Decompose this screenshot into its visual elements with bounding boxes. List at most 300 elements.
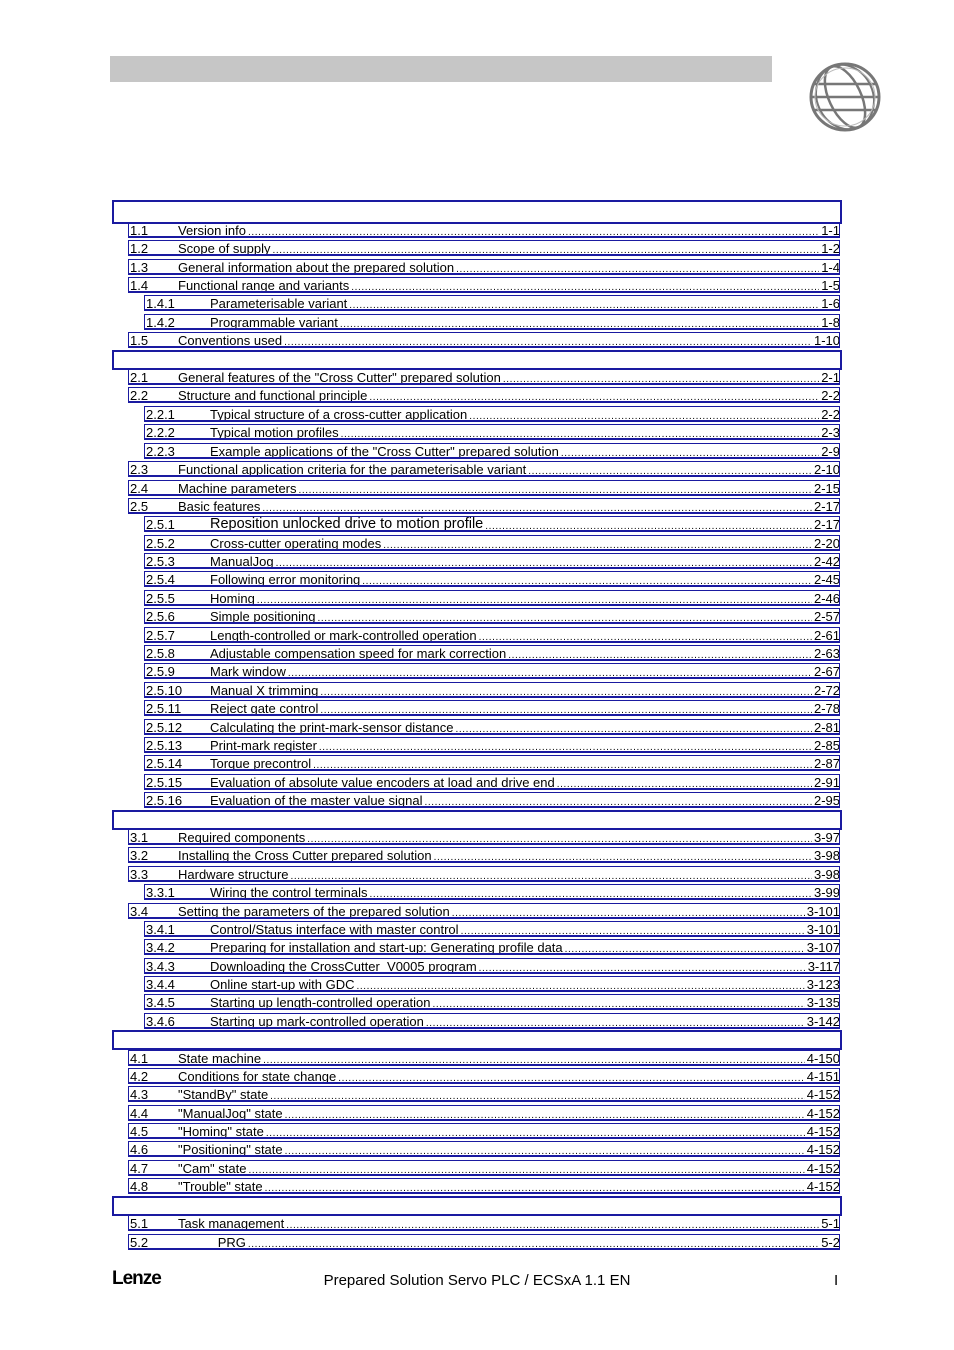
- toc-entry-page: 5-1: [821, 1216, 840, 1231]
- toc-entry-line: [210, 959, 840, 974]
- toc-entry-title: "Cam" state: [178, 1161, 247, 1176]
- chapter-frame: [112, 810, 842, 830]
- toc-entry-page: 2-46: [813, 591, 840, 606]
- toc-leader-dots: [276, 554, 812, 569]
- toc-entry-number: 3.4.2: [146, 940, 175, 955]
- toc-entry-title: Length-controlled or mark-controlled operation: [210, 628, 477, 643]
- toc-entry-line: [178, 867, 840, 882]
- toc-entry-number: 2.5: [130, 499, 149, 514]
- chapter-frame: [112, 200, 842, 224]
- toc-entry-page: 4-152: [806, 1087, 840, 1102]
- toc-entry[interactable]: [128, 1141, 840, 1157]
- toc-leader-dots: [338, 1069, 804, 1084]
- toc-entry-page: 2-2: [821, 407, 840, 422]
- toc-entry-line: [210, 885, 840, 900]
- toc-entry-page: 5-2: [821, 1235, 840, 1250]
- toc-entry-number: 3.3.1: [146, 885, 175, 900]
- toc-entry-page: 4-152: [806, 1106, 840, 1121]
- toc-entry-page: 2-1: [821, 370, 840, 385]
- toc-entry-page: 2-85: [813, 738, 840, 753]
- toc-entry-page: 1-6: [821, 296, 840, 311]
- toc-entry-page: 2-9: [821, 444, 840, 459]
- toc-entry-page: 2-10: [813, 462, 840, 477]
- toc-entry-line: [178, 904, 840, 919]
- toc-entry-line: [178, 1161, 840, 1176]
- toc-entry-title: ManualJog: [210, 554, 274, 569]
- toc-entry-title: Downloading the CrossCutter_V0005 program: [210, 959, 477, 974]
- toc-entry[interactable]: [128, 847, 840, 863]
- toc-entry-number: 4.8: [130, 1179, 149, 1194]
- toc-entry-line: [178, 1124, 840, 1139]
- toc-entry-page: 4-151: [806, 1069, 840, 1084]
- toc-entry-page: 2-67: [813, 664, 840, 679]
- toc-entry-number: 3.4.6: [146, 1014, 175, 1029]
- toc-entry-number: 2.2.1: [146, 407, 175, 422]
- toc-entry-line: [178, 1069, 840, 1084]
- toc-entry-line: [210, 701, 840, 716]
- toc-entry[interactable]: [128, 700, 840, 716]
- toc-entry-page: 2-42: [813, 554, 840, 569]
- toc-leader-dots: [362, 572, 812, 587]
- toc-entry-number: 2.5.8: [146, 646, 175, 661]
- toc-entry[interactable]: [128, 994, 840, 1010]
- toc-entry[interactable]: [128, 259, 840, 275]
- toc-entry-number: 4.5: [130, 1124, 149, 1139]
- toc-entry-page: 1-2: [821, 241, 840, 256]
- toc-entry-number: 3.4.5: [146, 995, 175, 1010]
- toc-entry-line: [210, 554, 840, 569]
- toc-leader-dots: [248, 1161, 804, 1176]
- toc-entry-number: 2.5.15: [146, 775, 183, 790]
- toc-entry-title: Mark window: [210, 664, 286, 679]
- toc-entry-line: [210, 572, 840, 587]
- toc-leader-dots: [424, 793, 812, 808]
- toc-entry-line: [178, 1087, 840, 1102]
- toc-entry[interactable]: [128, 1234, 840, 1250]
- toc-entry-number: 2.5.7: [146, 628, 175, 643]
- toc-leader-dots: [320, 701, 812, 716]
- toc-entry[interactable]: [128, 1160, 840, 1176]
- toc-entry-line: [210, 738, 840, 753]
- toc-leader-dots: [369, 388, 819, 403]
- chapter-frame: [112, 1030, 842, 1050]
- toc-entry-line: [178, 1142, 840, 1157]
- toc-entry-number: 1.5: [130, 333, 149, 348]
- toc-entry-number: 2.5.5: [146, 591, 175, 606]
- toc-entry-line: [178, 1216, 840, 1231]
- toc-entry-line: [210, 407, 840, 422]
- toc-entry[interactable]: [128, 1068, 840, 1084]
- toc-entry[interactable]: [128, 1013, 840, 1029]
- toc-entry[interactable]: [128, 958, 840, 974]
- toc-entry[interactable]: [128, 461, 840, 477]
- toc-entry[interactable]: [128, 682, 840, 698]
- toc-entry-title: Homing: [210, 591, 255, 606]
- toc-leader-dots: [456, 260, 819, 275]
- toc-entry-page: 4-150: [806, 1051, 840, 1066]
- toc-entry-number: 4.7: [130, 1161, 149, 1176]
- toc-entry-title: Simple positioning: [210, 609, 316, 624]
- toc-entry-title: Preparing for installation and start-up: Generating profile data: [210, 940, 563, 955]
- toc-entry-title: Torque precontrol: [210, 756, 312, 771]
- toc-entry-number: 2.5.13: [146, 738, 183, 753]
- chapter-frame: [112, 350, 842, 370]
- toc-entry-title: Typical structure of a cross-cutter application: [210, 407, 468, 422]
- toc-entry-number: 4.6: [130, 1142, 149, 1157]
- toc-entry-line: [210, 720, 840, 735]
- toc-entry-number: 2.2.3: [146, 444, 175, 459]
- toc-leader-dots: [351, 278, 819, 293]
- toc-entry-line: [178, 830, 840, 845]
- toc-leader-dots: [469, 407, 819, 422]
- toc-entry-title: Conditions for state change: [178, 1069, 337, 1084]
- toc-entry-page: 3-98: [813, 867, 840, 882]
- toc-entry-page: 2-87: [813, 756, 840, 771]
- toc-leader-dots: [319, 738, 812, 753]
- toc-entry-page: 3-99: [813, 885, 840, 900]
- toc-leader-dots: [285, 1106, 805, 1121]
- toc-entry-title: Typical motion profiles: [210, 425, 339, 440]
- toc-leader-dots: [479, 628, 812, 643]
- toc-entry[interactable]: [128, 1178, 840, 1194]
- toc-entry-number: 2.3: [130, 462, 149, 477]
- toc-entry-number: 1.4.2: [146, 315, 175, 330]
- toc-entry-line: [210, 646, 840, 661]
- toc-entry-page: 1-1: [821, 223, 840, 238]
- toc-entry-page: 4-152: [806, 1179, 840, 1194]
- toc-entry-number: 3.4.1: [146, 922, 175, 937]
- toc-entry-title: Control/Status interface with master control: [210, 922, 459, 937]
- toc-entry[interactable]: [128, 719, 840, 735]
- toc-leader-dots: [426, 1014, 805, 1029]
- toc-entry-line: [178, 223, 840, 238]
- toc-leader-dots: [313, 756, 812, 771]
- toc-leader-dots: [434, 848, 812, 863]
- toc-entry-page: 2-57: [813, 609, 840, 624]
- toc-entry[interactable]: [128, 627, 840, 643]
- toc-entry-line: [210, 425, 840, 440]
- toc-entry-number: 3.1: [130, 830, 149, 845]
- toc-entry-title: Version info: [178, 223, 246, 238]
- toc-entry-number: 4.4: [130, 1106, 149, 1121]
- toc-entry-number: 2.5.11: [146, 701, 182, 716]
- toc-entry-page: 2-2: [821, 388, 840, 403]
- toc-entry-line: [178, 1051, 840, 1066]
- toc-entry-number: 3.2: [130, 848, 149, 863]
- toc-leader-dots: [341, 425, 820, 440]
- footer-title: Prepared Solution Servo PLC / ECSxA 1.1 EN: [323, 1272, 631, 1289]
- toc-entry-line: [210, 683, 840, 698]
- toc-entry-line: [178, 333, 840, 348]
- toc-entry-line: [210, 609, 840, 624]
- toc-entry-line: [210, 756, 840, 771]
- toc-leader-dots: [265, 1179, 805, 1194]
- toc-entry-title: Parameterisable variant: [210, 296, 348, 311]
- toc-entry-number: 3.3: [130, 867, 149, 882]
- toc-entry-line: [178, 481, 840, 496]
- toc-entry[interactable]: [128, 976, 840, 992]
- toc-leader-dots: [262, 499, 812, 514]
- toc-leader-dots: [248, 223, 819, 238]
- toc-entry[interactable]: [128, 277, 840, 293]
- toc-leader-dots: [349, 296, 819, 311]
- toc-entry-line: [210, 922, 840, 937]
- toc-entry-page: 2-81: [813, 720, 840, 735]
- toc-entry-page: 3-101: [806, 922, 840, 937]
- toc-entry-line: [210, 940, 840, 955]
- toc-leader-dots: [485, 517, 812, 532]
- toc-entry-number: 2.5.10: [146, 683, 183, 698]
- toc-entry-page: 2-63: [813, 646, 840, 661]
- toc-leader-dots: [248, 1235, 819, 1250]
- toc-entry-title: Adjustable compensation speed for mark correction: [210, 646, 507, 661]
- toc-entry-page: 1-5: [821, 278, 840, 293]
- toc-entry[interactable]: [128, 369, 840, 385]
- toc-entry[interactable]: [128, 516, 840, 532]
- toc-entry-title: Online start-up with GDC: [210, 977, 355, 992]
- toc-leader-dots: [561, 444, 819, 459]
- toc-leader-dots: [291, 867, 812, 882]
- lenze-logo: Lenze: [112, 1268, 161, 1289]
- toc-leader-dots: [340, 315, 819, 330]
- globe-icon: [806, 60, 884, 134]
- toc-entry-page: 2-72: [813, 683, 840, 698]
- toc-entry-number: 2.5.9: [146, 664, 175, 679]
- toc-entry-page: 2-20: [813, 536, 840, 551]
- toc-entry-line: [210, 995, 840, 1010]
- toc-entry-title: Print-mark register: [210, 738, 317, 753]
- toc-entry-title: Calculating the print-mark-sensor distance: [210, 720, 454, 735]
- toc-entry-number: 3.4.4: [146, 977, 175, 992]
- toc-entry-page: 3-101: [806, 904, 840, 919]
- toc-leader-dots: [273, 241, 820, 256]
- toc-entry-line: [210, 296, 840, 311]
- toc-entry-title: "Trouble" state: [178, 1179, 263, 1194]
- toc-leader-dots: [270, 1087, 805, 1102]
- toc-entry-number: 2.5.1: [146, 517, 175, 532]
- toc-entry-page: 2-3: [821, 425, 840, 440]
- toc-entry[interactable]: [128, 1105, 840, 1121]
- toc-entry-title: PRG: [178, 1235, 246, 1250]
- toc-entry[interactable]: [128, 774, 840, 790]
- toc-entry-line: [178, 241, 840, 256]
- toc-entry-title: Installing the Cross Cutter prepared solution: [178, 848, 432, 863]
- toc-entry-page: 3-107: [806, 940, 840, 955]
- toc-entry[interactable]: [128, 866, 840, 882]
- toc-entry-title: General information about the prepared solution: [178, 260, 455, 275]
- toc-entry-title: Cross-cutter operating modes: [210, 536, 382, 551]
- toc-entry-line: [210, 977, 840, 992]
- toc-entry-page: 1-10: [813, 333, 840, 348]
- toc-entry-page: 3-98: [813, 848, 840, 863]
- toc-entry[interactable]: [128, 663, 840, 679]
- toc-entry-number: 2.2.2: [146, 425, 175, 440]
- toc-leader-dots: [557, 775, 812, 790]
- header-bar: [110, 56, 772, 82]
- toc-entry[interactable]: [128, 903, 840, 919]
- toc-entry[interactable]: [128, 314, 840, 330]
- footer-page-number: I: [834, 1272, 839, 1289]
- toc-entry-line: [210, 775, 840, 790]
- toc-entry-line: [178, 388, 840, 403]
- toc-entry-title: Structure and functional principle: [178, 388, 368, 403]
- toc-entry-number: 2.5.6: [146, 609, 175, 624]
- toc-leader-dots: [432, 995, 804, 1010]
- toc-entry-page: 2-95: [813, 793, 840, 808]
- toc-leader-dots: [479, 959, 806, 974]
- toc-leader-dots: [307, 830, 812, 845]
- toc-entry-number: 4.3: [130, 1087, 149, 1102]
- toc-leader-dots: [286, 1216, 819, 1231]
- toc-entry-title: Reposition unlocked drive to motion profile: [210, 516, 484, 532]
- toc-entry-number: 5.2: [130, 1235, 149, 1250]
- toc-entry-page: 2-15: [813, 481, 840, 496]
- toc-entry-line: [210, 793, 840, 808]
- toc-entry[interactable]: [128, 240, 840, 256]
- toc-entry-line: [210, 1014, 840, 1029]
- toc-entry[interactable]: [128, 535, 840, 551]
- toc-entry-number: 1.1: [130, 223, 149, 238]
- toc-entry-title: State machine: [178, 1051, 262, 1066]
- toc-entry-page: 3-97: [813, 830, 840, 845]
- toc-entry-number: 2.5.4: [146, 572, 175, 587]
- toc-entry-number: 3.4: [130, 904, 149, 919]
- toc-entry-line: [178, 260, 840, 275]
- toc-entry-page: 2-91: [813, 775, 840, 790]
- toc-entry-line: [178, 278, 840, 293]
- toc-entry-number: 2.5.2: [146, 536, 175, 551]
- toc-entry-title: Machine parameters: [178, 481, 297, 496]
- toc-leader-dots: [299, 481, 812, 496]
- toc-entry-title: Example applications of the "Cross Cutter" prepared solution: [210, 444, 559, 459]
- toc-entry[interactable]: [128, 755, 840, 771]
- toc-leader-dots: [383, 536, 812, 551]
- toc-entry[interactable]: [128, 295, 840, 311]
- toc-leader-dots: [263, 1051, 805, 1066]
- toc-entry-number: 1.4.1: [146, 296, 175, 311]
- toc-entry[interactable]: [128, 571, 840, 587]
- toc-entry-page: 4-152: [806, 1142, 840, 1157]
- toc-entry-title: Required components: [178, 830, 306, 845]
- toc-entry[interactable]: [128, 1050, 840, 1066]
- toc-entry-title: Hardware structure: [178, 867, 289, 882]
- toc-entry[interactable]: [128, 332, 840, 348]
- toc-entry-title: Reject gate control: [210, 701, 319, 716]
- toc-leader-dots: [508, 646, 812, 661]
- toc-leader-dots: [284, 333, 812, 348]
- toc-entry-title: Following error monitoring: [210, 572, 361, 587]
- toc-entry-title: Starting up mark-controlled operation: [210, 1014, 424, 1029]
- toc-entry-title: "ManualJog" state: [178, 1106, 283, 1121]
- toc-entry[interactable]: [128, 424, 840, 440]
- toc-entry-page: 1-8: [821, 315, 840, 330]
- toc-entry[interactable]: [128, 406, 840, 422]
- toc-entry-number: 2.5.14: [146, 756, 183, 771]
- toc-entry[interactable]: [128, 1123, 840, 1139]
- toc-entry-line: [210, 591, 840, 606]
- toc-entry-title: Setting the parameters of the prepared solution: [178, 904, 450, 919]
- toc-entry[interactable]: [128, 921, 840, 937]
- toc-entry[interactable]: [128, 939, 840, 955]
- toc-entry[interactable]: [128, 829, 840, 845]
- toc-leader-dots: [370, 885, 812, 900]
- toc-entry-title: Evaluation of absolute value encoders at load and drive end: [210, 775, 555, 790]
- toc-entry-title: Functional range and variants: [178, 278, 350, 293]
- toc-entry[interactable]: [128, 222, 840, 238]
- toc-entry-page: 2-78: [813, 701, 840, 716]
- toc-entry[interactable]: [128, 645, 840, 661]
- toc-entry[interactable]: [128, 608, 840, 624]
- toc-leader-dots: [461, 922, 805, 937]
- toc-entry-page: 1-4: [821, 260, 840, 275]
- toc-entry[interactable]: [128, 1215, 840, 1231]
- toc-leader-dots: [452, 904, 805, 919]
- toc-leader-dots: [320, 683, 812, 698]
- toc-entry-title: Scope of supply: [178, 241, 271, 256]
- toc-entry[interactable]: [128, 480, 840, 496]
- toc-entry-title: Programmable variant: [210, 315, 338, 330]
- toc-entry-number: 2.5.16: [146, 793, 183, 808]
- chapter-frame: [112, 1196, 842, 1216]
- toc-leader-dots: [257, 591, 812, 606]
- toc-entry-title: Wiring the control terminals: [210, 885, 368, 900]
- toc-entry-page: 4-152: [806, 1161, 840, 1176]
- toc-entry-title: General features of the "Cross Cutter" prepared solution: [178, 370, 501, 385]
- toc-entry-line: [210, 444, 840, 459]
- toc-entry-title: Starting up length-controlled operation: [210, 995, 431, 1010]
- toc-entry-number: 3.4.3: [146, 959, 175, 974]
- toc-leader-dots: [318, 609, 812, 624]
- toc-entry-title: "Positioning" state: [178, 1142, 283, 1157]
- toc-entry-page: 2-61: [813, 628, 840, 643]
- toc-entry[interactable]: [128, 1086, 840, 1102]
- toc-entry[interactable]: [128, 737, 840, 753]
- toc-entry-number: 1.2: [130, 241, 149, 256]
- toc-entry-page: 3-117: [807, 959, 840, 974]
- toc-entry-title: Task management: [178, 1216, 285, 1231]
- toc-entry-number: 1.3: [130, 260, 149, 275]
- toc-entry-title: Functional application criteria for the parameterisable variant: [178, 462, 527, 477]
- toc-entry[interactable]: [128, 498, 840, 514]
- toc-entry-page: 3-123: [806, 977, 840, 992]
- toc-entry-line: [210, 315, 840, 330]
- toc-entry[interactable]: [128, 792, 840, 808]
- toc-entry-number: 2.4: [130, 481, 149, 496]
- toc-entry-title: Conventions used: [178, 333, 283, 348]
- toc-entry[interactable]: [128, 884, 840, 900]
- toc-leader-dots: [285, 1142, 805, 1157]
- toc-entry-line: [178, 1235, 840, 1250]
- toc-entry-title: Manual X trimming: [210, 683, 319, 698]
- toc-entry[interactable]: [128, 590, 840, 606]
- toc-entry-number: 2.5.12: [146, 720, 183, 735]
- toc-leader-dots: [565, 940, 805, 955]
- toc-entry[interactable]: [128, 553, 840, 569]
- toc-entry-page: 2-17: [813, 517, 840, 532]
- toc-entry-number: 2.2: [130, 388, 149, 403]
- toc-entry[interactable]: [128, 387, 840, 403]
- toc-entry-number: 5.1: [130, 1216, 149, 1231]
- toc-entry-number: 4.2: [130, 1069, 149, 1084]
- toc-leader-dots: [266, 1124, 805, 1139]
- toc-entry[interactable]: [128, 443, 840, 459]
- toc-entry-title: "StandBy" state: [178, 1087, 269, 1102]
- toc-entry-line: [178, 499, 840, 514]
- toc-entry-line: [210, 517, 840, 532]
- toc-entry-number: 2.5.3: [146, 554, 175, 569]
- toc-entry-page: 4-152: [806, 1124, 840, 1139]
- toc-entry-line: [210, 664, 840, 679]
